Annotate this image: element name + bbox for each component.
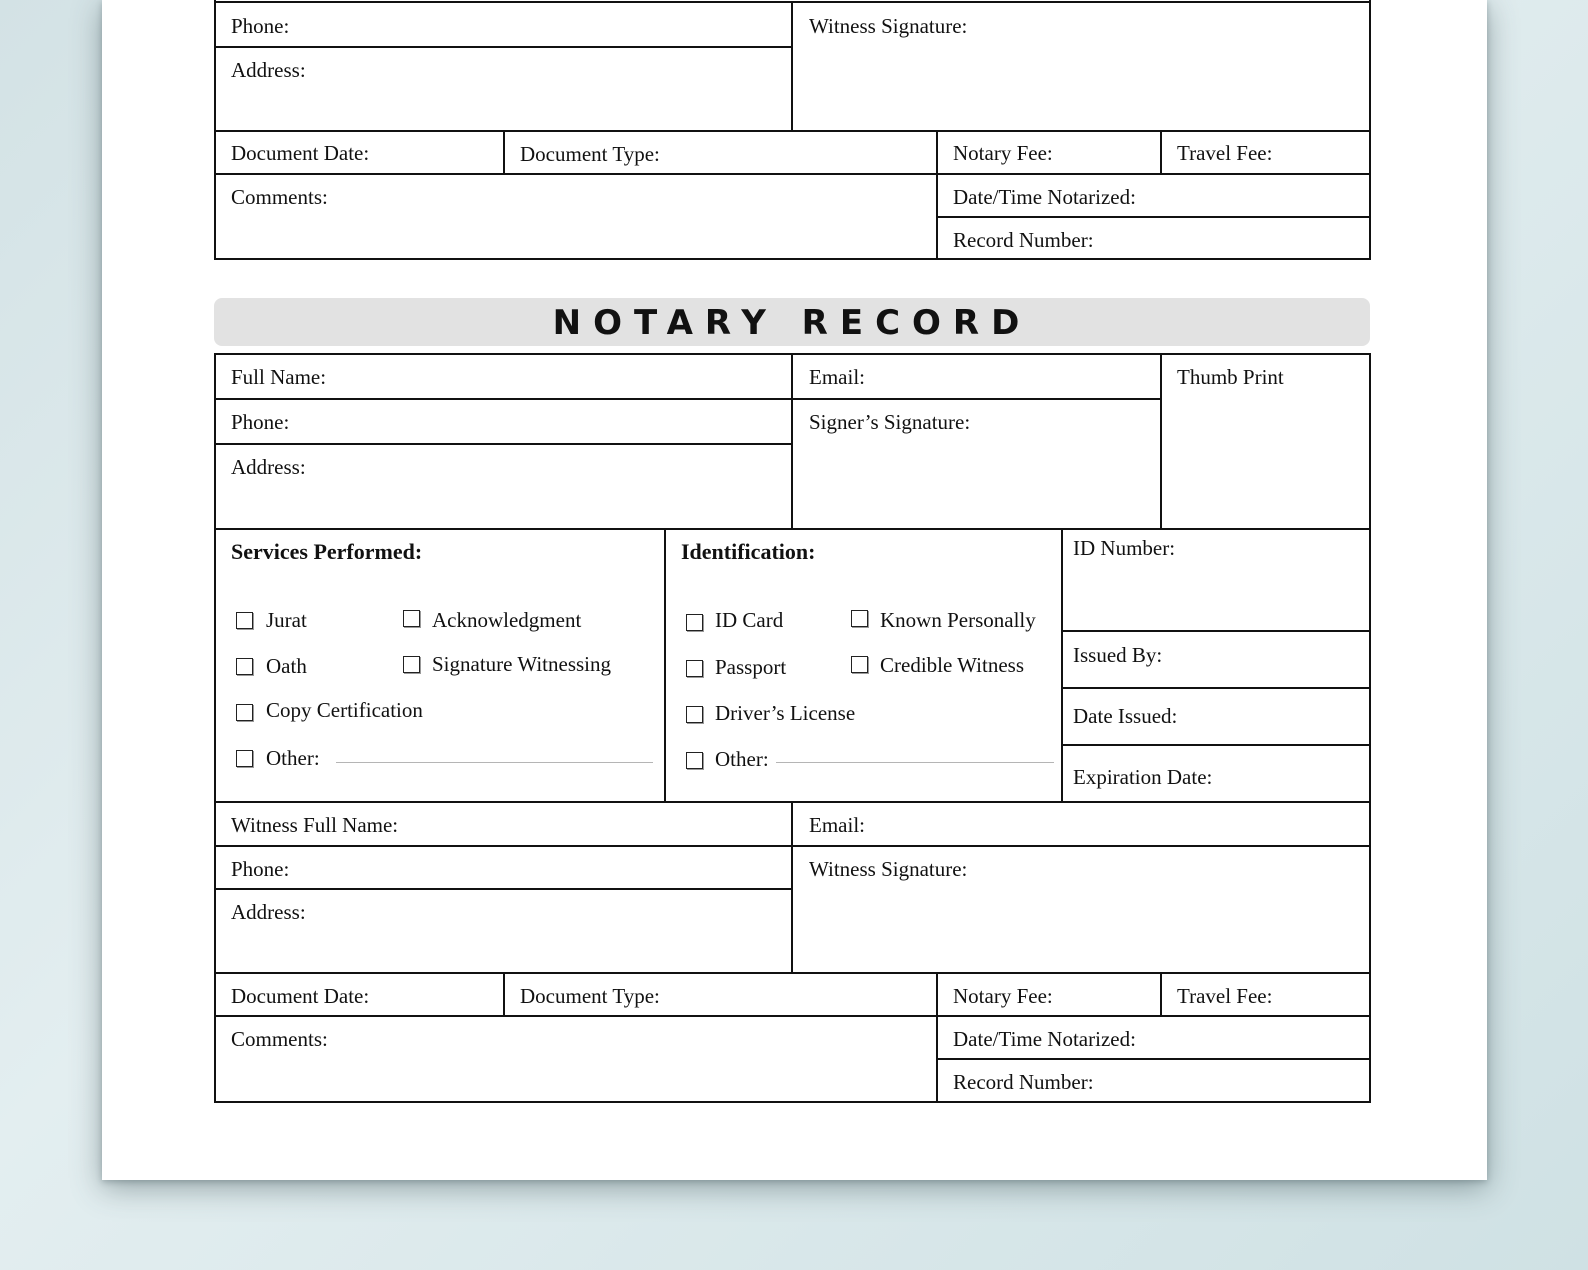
document-date-field[interactable]: Document Date: xyxy=(231,141,370,165)
divider xyxy=(1061,630,1371,632)
id-number-field[interactable]: ID Number: xyxy=(1073,536,1176,560)
passport-checkbox[interactable] xyxy=(686,660,703,677)
divider xyxy=(214,1015,1371,1017)
page-title: NOTARY RECORD xyxy=(552,303,1032,343)
copy-certification-label: Copy Certification xyxy=(266,698,423,722)
divider xyxy=(214,173,1371,175)
divider xyxy=(664,528,666,802)
services-other-checkbox[interactable] xyxy=(236,750,253,767)
known-personally-checkbox[interactable] xyxy=(851,610,868,627)
id-card-label: ID Card xyxy=(715,608,784,632)
acknowledgment-checkbox[interactable] xyxy=(403,610,420,627)
comments-field[interactable]: Comments: xyxy=(231,1027,328,1051)
record-number-field[interactable]: Record Number: xyxy=(953,228,1094,252)
divider xyxy=(1160,130,1162,174)
divider xyxy=(936,1058,1371,1060)
full-name-field[interactable]: Full Name: xyxy=(231,365,327,389)
expiration-date-field[interactable]: Expiration Date: xyxy=(1073,765,1213,789)
identification-other-label: Other: xyxy=(715,747,769,771)
drivers-license-label: Driver’s License xyxy=(715,701,856,725)
document-type-field[interactable]: Document Type: xyxy=(520,142,660,166)
divider xyxy=(791,353,793,529)
notary-fee-field[interactable]: Notary Fee: xyxy=(953,141,1053,165)
divider xyxy=(791,1,793,131)
divider xyxy=(936,130,938,260)
witness-address-field[interactable]: Address: xyxy=(231,900,306,924)
services-other-label: Other: xyxy=(266,746,320,770)
document-type-field[interactable]: Document Type: xyxy=(520,984,660,1008)
divider xyxy=(503,972,505,1016)
divider xyxy=(214,845,1371,847)
divider xyxy=(214,46,791,48)
title-banner xyxy=(214,298,1370,346)
witness-signature-field[interactable]: Witness Signature: xyxy=(809,857,968,881)
identification-heading: Identification: xyxy=(681,539,816,564)
witness-full-name-field[interactable]: Witness Full Name: xyxy=(231,813,399,837)
services-heading: Services Performed: xyxy=(231,539,423,564)
date-issued-field[interactable]: Date Issued: xyxy=(1073,704,1178,728)
drivers-license-checkbox[interactable] xyxy=(686,706,703,723)
witness-phone-field[interactable]: Phone: xyxy=(231,857,290,881)
id-card-checkbox[interactable] xyxy=(686,614,703,631)
document-date-field[interactable]: Document Date: xyxy=(231,984,370,1008)
email-field[interactable]: Email: xyxy=(809,365,865,389)
divider xyxy=(214,888,791,890)
divider xyxy=(503,130,505,174)
divider xyxy=(1061,687,1371,689)
phone-field[interactable]: Phone: xyxy=(231,410,290,434)
identification-other-checkbox[interactable] xyxy=(686,752,703,769)
acknowledgment-label: Acknowledgment xyxy=(432,608,582,632)
divider xyxy=(214,398,1162,400)
date-time-notarized-field[interactable]: Date/Time Notarized: xyxy=(953,1027,1136,1051)
jurat-label: Jurat xyxy=(266,608,307,632)
divider xyxy=(936,972,938,1103)
divider xyxy=(214,528,1371,530)
divider xyxy=(791,801,793,973)
date-time-notarized-field[interactable]: Date/Time Notarized: xyxy=(953,185,1136,209)
signature-witnessing-checkbox[interactable] xyxy=(403,656,420,673)
signer-signature-field[interactable]: Signer’s Signature: xyxy=(809,410,971,434)
notary-fee-field[interactable]: Notary Fee: xyxy=(953,984,1053,1008)
identification-other-line[interactable] xyxy=(776,762,1054,763)
travel-fee-field[interactable]: Travel Fee: xyxy=(1177,141,1273,165)
record-number-field[interactable]: Record Number: xyxy=(953,1070,1094,1094)
thumb-print-box[interactable]: Thumb Print xyxy=(1177,365,1284,389)
oath-label: Oath xyxy=(266,654,307,678)
witness-email-field[interactable]: Email: xyxy=(809,813,865,837)
comments-field[interactable]: Comments: xyxy=(231,185,328,209)
divider xyxy=(214,972,1371,974)
divider xyxy=(214,443,791,445)
issued-by-field[interactable]: Issued By: xyxy=(1073,643,1163,667)
divider xyxy=(1160,972,1162,1016)
credible-witness-label: Credible Witness xyxy=(880,653,1024,677)
copy-certification-checkbox[interactable] xyxy=(236,704,253,721)
services-other-line[interactable] xyxy=(336,762,653,763)
oath-checkbox[interactable] xyxy=(236,658,253,675)
passport-label: Passport xyxy=(715,655,787,679)
address-field[interactable]: Address: xyxy=(231,58,306,82)
divider xyxy=(214,130,1371,132)
divider xyxy=(1061,528,1063,802)
phone-field[interactable]: Phone: xyxy=(231,14,290,38)
divider xyxy=(1160,353,1162,529)
known-personally-label: Known Personally xyxy=(880,608,1036,632)
address-field[interactable]: Address: xyxy=(231,455,306,479)
credible-witness-checkbox[interactable] xyxy=(851,656,868,673)
divider xyxy=(936,216,1371,218)
jurat-checkbox[interactable] xyxy=(236,612,253,629)
signature-witnessing-label: Signature Witnessing xyxy=(432,652,612,676)
divider xyxy=(1061,744,1371,746)
travel-fee-field[interactable]: Travel Fee: xyxy=(1177,984,1273,1008)
witness-signature-field[interactable]: Witness Signature: xyxy=(809,14,968,38)
